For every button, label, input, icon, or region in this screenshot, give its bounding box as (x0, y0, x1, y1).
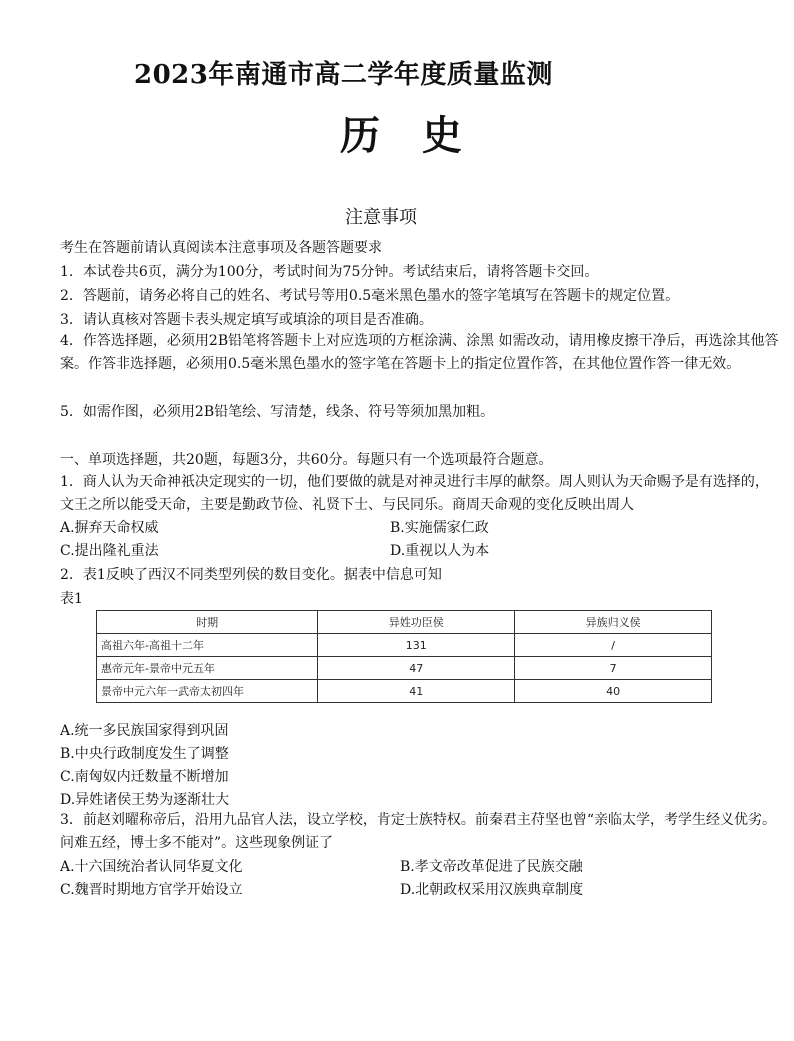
column-header-period: 时期 (97, 611, 318, 634)
table-cell-foreign: 7 (515, 657, 712, 680)
table-cell-period: 惠帝元年-景帝中元五年 (97, 657, 318, 680)
q2-option-a: A.统一多民族国家得到巩固 (60, 723, 229, 739)
table-caption: 表1 (60, 591, 83, 607)
notice-item-4: 4．作答选择题，必须用2B铅笔将答题卡上对应选项的方框涂满、涂黑 如需改动，请用橡皮擦干净后，再选涂其他答案。作答非选择题，必须用0.5毫米黑色墨水的签字笔在答题卡上的指定位置作答，在其他位置作答一律无效。 (60, 333, 779, 372)
section-heading: 一、单项选择题，共20题，每题3分，共60分。每题只有一个选项最符合题意。 (60, 452, 553, 468)
q3-option-a: A.十六国统治者认同华夏文化 (60, 859, 243, 875)
table-cell-foreign: / (515, 634, 712, 657)
table-cell-period: 高祖六年-高祖十二年 (97, 634, 318, 657)
column-header-foreign-lords: 异族归义侯 (515, 611, 712, 634)
q3-option-c: C.魏晋时期地方官学开始设立 (60, 882, 243, 898)
table-cell-foreign: 40 (515, 680, 712, 703)
q2-option-d: D.异姓诸侯王势为逐渐壮大 (60, 792, 230, 808)
subject-title: 历 史 (340, 112, 476, 159)
notice-item-1: 1．本试卷共6页，满分为100分，考试时间为75分钟。考试结束后，请将答题卡交回。 (60, 264, 599, 280)
q3-option-d: D.北朝政权采用汉族典章制度 (400, 882, 584, 898)
q2-option-c: C.南匈奴内迁数量不断增加 (60, 769, 229, 785)
table-row (97, 657, 712, 680)
table-header-row (97, 611, 712, 634)
table-cell-meritorious: 47 (318, 657, 515, 680)
vassal-count-table (96, 610, 712, 703)
table-row (97, 634, 712, 657)
q1-option-d: D.重视以人为本 (390, 543, 490, 559)
question-1-stem: 1．商人认为天命神祇决定现实的一切，他们要做的就是对神灵进行丰厚的献祭。周人则认为天命赐予是有选择的，文王之所以能受天命，主要是勤政节俭、礼贤下士、与民同乐。商周天命观的变化反映出周人 (60, 474, 769, 513)
notice-item-5: 5．如需作图，必须用2B铅笔绘、写清楚，线条、符号等须加黑加粗。 (60, 404, 495, 420)
column-header-meritorious-lords: 异姓功臣侯 (318, 611, 515, 634)
q1-option-c: C.提出隆礼重法 (60, 543, 159, 559)
question-3-stem: 3．前赵刘曜称帝后，沿用九品官人法，设立学校，肯定士族特权。前秦君主苻坚也曾“亲临太学，考学生经义优劣。问难五经，博士多不能对”。这些现象例证了 (60, 812, 777, 851)
exam-title: 2023年南通市高二学年度质量监测 (134, 60, 553, 90)
table-cell-meritorious: 131 (318, 634, 515, 657)
table-row (97, 680, 712, 703)
notice-intro: 考生在答题前请认真阅读本注意事项及各题答题要求 (60, 240, 382, 256)
q3-option-b: B.孝文帝改革促进了民族交融 (400, 859, 583, 875)
notice-item-3: 3．请认真核对答题卡表头规定填写或填涂的项目是否准确。 (60, 312, 433, 328)
q1-option-b: B.实施儒家仁政 (390, 520, 489, 536)
question-2-stem: 2．表1反映了西汉不同类型列侯的数目变化。据表中信息可知 (60, 567, 442, 583)
notice-item-2: 2．答题前，请务必将自己的姓名、考试号等用0.5毫米黑色墨水的签字笔填写在答题卡的规定位置。 (60, 288, 680, 304)
q1-option-a: A.摒弃天命权威 (60, 520, 159, 536)
notice-heading: 注意事项 (345, 207, 417, 228)
q2-option-b: B.中央行政制度发生了调整 (60, 746, 229, 762)
table-cell-period: 景帝中元六年一武帝太初四年 (97, 680, 318, 703)
table-cell-meritorious: 41 (318, 680, 515, 703)
